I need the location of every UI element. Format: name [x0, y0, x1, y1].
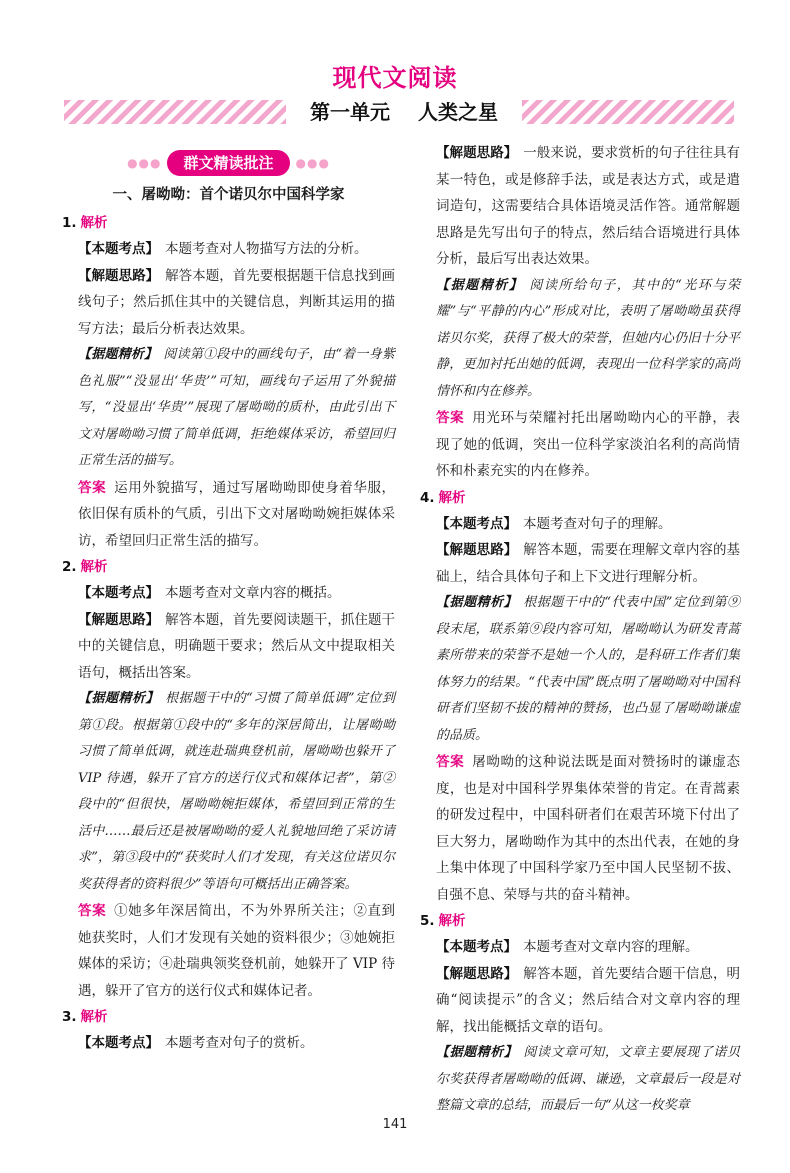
- question-header: [62, 554, 395, 580]
- paragraph-text: 阅读文章可知，文章主要展现了诺贝尔奖获得者屠呦呦的低调、谦逊，文章最后一段是对整篇文章的总结，而最后一句“从这一枚奖章: [436, 1045, 740, 1113]
- right-column: [420, 140, 740, 1120]
- answer-text: ①她多年深居简出，不为外界所关注；②直到她获奖时，人们才发现有关她的资料很少；③她婉拒媒体的采访；④赴瑞典领奖登机前，她躲开了 VIP 待遇，躲开了官方的送行仪式和媒体记者。: [78, 903, 396, 999]
- question-number: 2.: [62, 559, 77, 575]
- question-number: 4.: [420, 489, 435, 506]
- question-label: 解析: [80, 215, 108, 231]
- analysis-paragraph: [62, 236, 395, 263]
- analysis-paragraph: [62, 580, 395, 607]
- analysis-paragraph: [62, 1030, 395, 1057]
- paragraph-text: 阅读第①段中的画线句子，由“着一身紫色礼服”“没显出‘华贵’”可知，画线句子运用了外貌描写，“没显出‘华贵’”展现了屠呦呦的质朴，由此引出下文对屠呦呦习惯了简单低调，拒绝媒体采访，希望回归正常生活的描写。: [78, 347, 395, 468]
- answer-paragraph: [420, 405, 740, 485]
- paragraph-text: 解答本题，需要在理解文章内容的基础上，结合具体句子和上下文进行理解分析。: [436, 542, 741, 585]
- paragraph-text: 根据题干中的“代表中国”定位到第⑨段末尾，联系第⑨段内容可知，屠呦呦认为研发青蒿素所带来的荣誉不是她一个人的，是科研工作者们集体努力的结果。“代表中国”既点明了屠呦呦对中国科研者们坚韧不拔的精神的赞扬，也凸显了屠呦呦谦虚的品质。: [436, 595, 740, 743]
- analysis-paragraph: [62, 263, 395, 343]
- analysis-paragraph: [420, 961, 740, 1041]
- dots-left-icon: ●●●: [127, 155, 162, 170]
- detail-tag: 【据题精析】: [436, 1045, 518, 1060]
- question-number: 1.: [62, 215, 77, 231]
- point-tag: 【本题考点】: [78, 585, 159, 601]
- approach-tag: 【解题思路】: [436, 965, 518, 982]
- analysis-paragraph: [62, 607, 395, 687]
- paragraph-text: 本题考查对句子的赏析。: [165, 1035, 314, 1051]
- approach-tag: 【解题思路】: [436, 542, 518, 558]
- answer-text: 屠呦呦的这种说法既是面对赞扬时的谦虚态度，也是对中国科学界集体荣誉的肯定。在青蒿素的研发过程中，中国科研者们在艰苦环境下付出了巨大努力，屠呦呦作为其中的杰出代表，在她的身上集中体现了中国科学家乃至中国人民坚韧不拔、自强不息、荣辱与共的奋斗精神。: [436, 754, 740, 903]
- unit-banner: [64, 95, 734, 129]
- point-tag: 【本题考点】: [436, 939, 517, 955]
- question-label: 解析: [80, 1009, 108, 1025]
- dots-right-icon: ●●●: [295, 155, 330, 170]
- question-header: [420, 485, 740, 511]
- analysis-paragraph: [62, 342, 395, 475]
- unit-name: 人类之星: [418, 100, 498, 124]
- analysis-paragraph: [420, 273, 740, 406]
- analysis-paragraph: [420, 1040, 740, 1120]
- detail-tag: 【据题精析】: [78, 347, 158, 362]
- analysis-paragraph: [62, 686, 395, 898]
- paragraph-text: 一般来说，要求赏析的句子往往具有某一特色，或是修辞手法，或是表达方式，或是遣词造句，这需要结合具体语境灵活作答。通常解题思路是先写出句子的特点，然后结合语境进行具体分析，最后写出表达效果。: [436, 145, 741, 267]
- answer-paragraph: [420, 749, 740, 908]
- paragraph-text: 本题考查对人物描写方法的分析。: [165, 241, 368, 257]
- answer-tag: 答案: [78, 903, 107, 919]
- paragraph-text: 根据题干中的“习惯了简单低调”定位到第①段。根据第①段中的“多年的深居简出，让屠呦呦习惯了简单低调，就连赴瑞典登机前，屠呦呦也躲开了 VIP 待遇，躲开了官方的送行仪式和媒体记者”，第②段中的“但很快，屠呦呦婉拒媒体，希望回到正常的生活中……最后还是被屠呦呦的爱人礼貌地回绝了采访请求”，第③段中的“获奖时人们才发现，有关这位诺贝尔奖获得者的资料很少”等语句可概括出正确答案。: [78, 691, 395, 892]
- question-header: [62, 1004, 395, 1030]
- main-title: 现代文阅读: [332, 64, 458, 92]
- answer-paragraph: [62, 898, 395, 1004]
- answer-tag: 答案: [436, 754, 465, 770]
- paragraph-text: 本题考查对文章内容的理解。: [523, 939, 699, 955]
- question-number: 5.: [420, 913, 435, 929]
- section-pill: 群文精读批注: [167, 150, 289, 176]
- answer-text: 运用外貌描写，通过写屠呦呦即使身着华服，依旧保有质朴的气质，引出下文对屠呦呦婉拒媒体采访，希望回归正常生活的描写。: [78, 479, 396, 549]
- analysis-paragraph: [420, 140, 740, 273]
- answer-tag: 答案: [436, 410, 465, 426]
- question-label: 解析: [80, 559, 108, 575]
- question-label: 解析: [438, 913, 466, 929]
- answer-tag: 答案: [78, 479, 107, 496]
- decorative-stripes-left: [64, 100, 286, 124]
- section-pill-row: [62, 140, 395, 182]
- detail-tag: 【据题精析】: [436, 277, 524, 293]
- left-column: [62, 140, 395, 1057]
- unit-label: 第一单元: [310, 100, 390, 124]
- paragraph-text: 解答本题，首先要阅读题干，抓住题干中的关键信息，明确题干要求；然后从文中提取相关语句，概括出答案。: [78, 611, 396, 681]
- point-tag: 【本题考点】: [78, 241, 159, 257]
- point-tag: 【本题考点】: [78, 1035, 159, 1051]
- detail-tag: 【据题精析】: [436, 595, 518, 610]
- point-tag: 【本题考点】: [436, 515, 517, 532]
- paragraph-text: 阅读所给句子，其中的“光环与荣耀”与“平静的内心”形成对比，表明了屠呦呦虽获得诺贝尔奖，获得了极大的荣誉，但她内心仍旧十分平静，更加衬托出她的低调，表现出一位科学家的高尚情怀和内在修养。: [436, 277, 740, 399]
- question-label: 解析: [438, 489, 466, 506]
- question-header: [420, 908, 740, 934]
- unit-title: [286, 95, 522, 129]
- approach-tag: 【解题思路】: [436, 145, 518, 161]
- answer-paragraph: [62, 475, 395, 555]
- answer-text: 用光环与荣耀衬托出屠呦呦内心的平静，表现了她的低调，突出一位科学家淡泊名利的高尚情怀和朴素充实的内在修养。: [436, 410, 740, 479]
- paragraph-text: 解答本题，首先要根据题干信息找到画线句子；然后抓住其中的关键信息，判断其运用的描写方法；最后分析表达效果。: [78, 267, 396, 337]
- approach-tag: 【解题思路】: [78, 611, 160, 628]
- analysis-paragraph: [420, 590, 740, 749]
- detail-tag: 【据题精析】: [78, 691, 160, 706]
- page-number: 141: [382, 1117, 408, 1132]
- paragraph-text: 本题考查对文章内容的概括。: [165, 585, 341, 601]
- question-header: [62, 210, 395, 236]
- section-title: 一、屠呦呦：首个诺贝尔中国科学家: [112, 187, 345, 203]
- analysis-paragraph: [420, 537, 740, 590]
- paragraph-text: 本题考查对句子的理解。: [523, 515, 672, 532]
- approach-tag: 【解题思路】: [78, 267, 160, 284]
- decorative-stripes-right: [522, 100, 734, 124]
- analysis-paragraph: [420, 934, 740, 961]
- paragraph-text: 解答本题，首先要结合题干信息，明确“阅读提示”的含义；然后结合对文章内容的理解，找出能概括文章的语句。: [436, 965, 741, 1035]
- analysis-paragraph: [420, 511, 740, 538]
- question-number: 3.: [62, 1009, 77, 1025]
